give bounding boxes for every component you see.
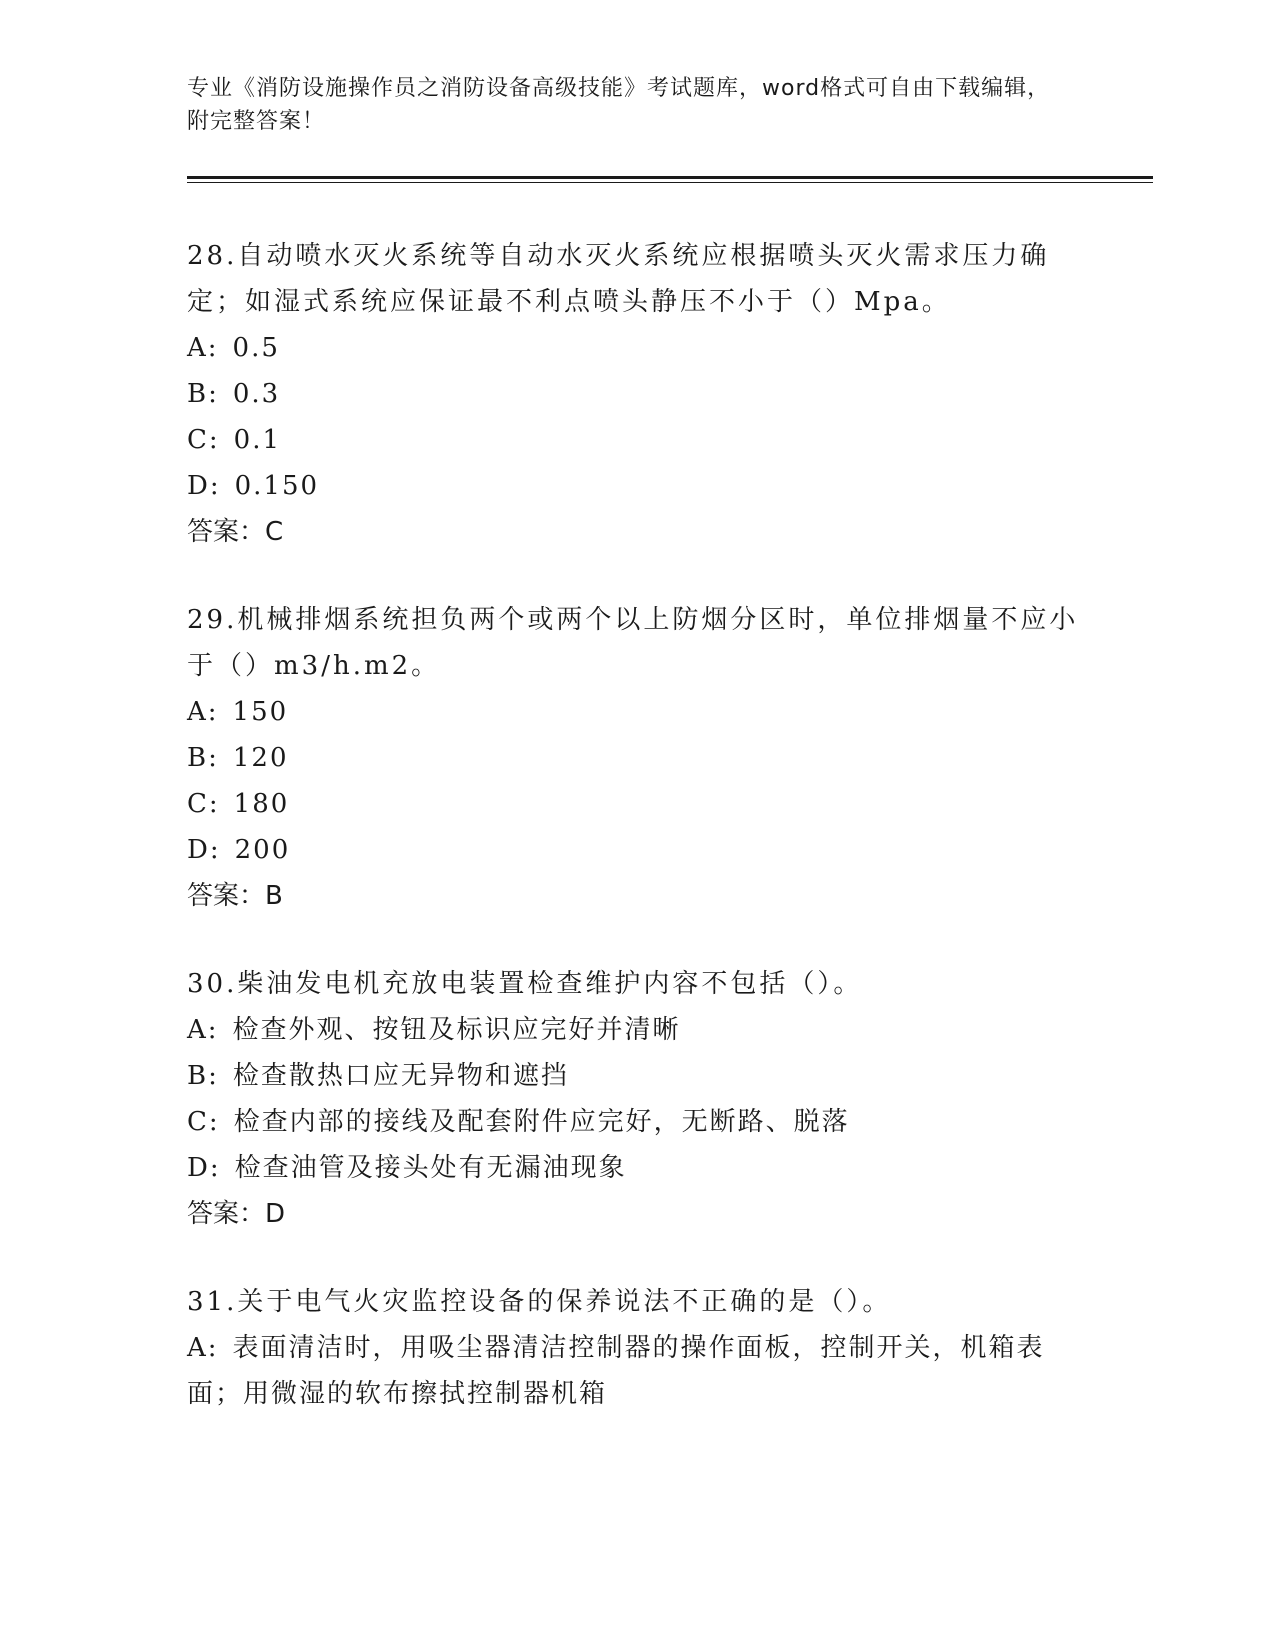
option-b	[187, 371, 1087, 417]
answer-line: 答案：D	[187, 1199, 286, 1229]
header-divider-thin	[187, 182, 1153, 183]
option-letter: B:	[187, 743, 219, 773]
header-text: 专业《消防设施操作员之消防设备高级技能》考试题库，word格式可自由下载编辑，附完整答案！	[187, 76, 1051, 134]
answer-line: 答案：C	[187, 517, 284, 547]
option-text: 0.150	[234, 471, 320, 501]
option-text: 200	[234, 835, 291, 865]
option-text: 检查内部的接线及配套附件应完好，无断路、脱落	[233, 1107, 850, 1137]
document-header	[187, 72, 1067, 138]
option-letter: A:	[187, 697, 219, 727]
option-letter: A:	[187, 333, 219, 363]
option-text: 检查油管及接头处有无漏油现象	[234, 1153, 627, 1183]
option-c	[187, 781, 1087, 827]
option-letter: C:	[187, 789, 220, 819]
question-29	[187, 597, 1087, 919]
option-a	[187, 325, 1087, 371]
option-text: 检查外观、按钮及标识应完好并清晰	[232, 1015, 681, 1045]
option-text: 120	[232, 743, 289, 773]
option-c	[187, 1099, 1087, 1145]
option-text: 0.1	[233, 425, 282, 455]
question-28	[187, 233, 1087, 555]
option-a	[187, 1007, 1087, 1053]
option-letter: D:	[187, 1153, 221, 1183]
question-stem: 30.柴油发电机充放电装置检查维护内容不包括（）。	[187, 969, 863, 999]
option-a	[187, 1325, 1087, 1417]
option-c	[187, 417, 1087, 463]
option-text: 检查散热口应无异物和遮挡	[232, 1061, 569, 1091]
option-text: 0.5	[232, 333, 280, 363]
option-b	[187, 735, 1087, 781]
option-text: 180	[233, 789, 290, 819]
option-letter: B:	[187, 1061, 219, 1091]
option-text: 150	[232, 697, 289, 727]
question-31	[187, 1279, 1087, 1417]
option-a	[187, 689, 1087, 735]
option-letter: D:	[187, 835, 221, 865]
header-divider-thick	[187, 176, 1153, 179]
option-letter: C:	[187, 1107, 220, 1137]
option-d	[187, 1145, 1087, 1191]
option-letter: B:	[187, 379, 219, 409]
answer-line: 答案：B	[187, 881, 283, 911]
question-stem: 31.关于电气火灾监控设备的保养说法不正确的是（）。	[187, 1287, 892, 1317]
option-letter: C:	[187, 425, 220, 455]
option-b	[187, 1053, 1087, 1099]
option-text: 0.3	[232, 379, 281, 409]
option-text: 表面清洁时，用吸尘器清洁控制器的操作面板，控制开关，机箱表面；用微湿的软布擦拭控制器机箱	[187, 1333, 1045, 1409]
option-d	[187, 463, 1087, 509]
option-letter: D:	[187, 471, 221, 501]
question-stem: 28.自动喷水灭火系统等自动水灭火系统应根据喷头灭火需求压力确定；如湿式系统应保证最不利点喷头静压不小于（）Mpa。	[187, 241, 1050, 317]
question-30	[187, 961, 1087, 1237]
option-letter: A:	[187, 1333, 219, 1363]
option-d	[187, 827, 1087, 873]
option-letter: A:	[187, 1015, 219, 1045]
question-stem: 29.机械排烟系统担负两个或两个以上防烟分区时，单位排烟量不应小于（）m3/h.m2。	[187, 605, 1079, 681]
question-list	[187, 233, 1087, 1459]
